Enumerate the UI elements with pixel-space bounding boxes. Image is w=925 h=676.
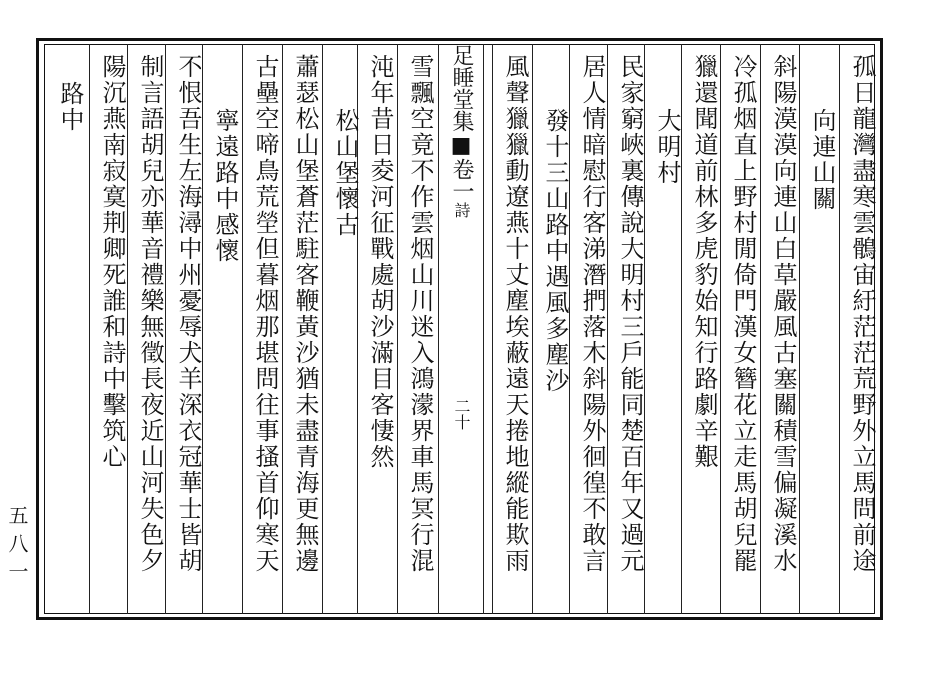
book-title: 足睡堂集 [449,44,474,132]
poem-title-column: 寧遠路中感懷 [211,108,239,264]
text-column: 孤日龍灣盡寒雲鶻宙紆茫茫荒野外立馬問前途 [848,54,876,574]
poem-title-column: 大明村 [653,108,681,186]
spine-text [438,44,484,614]
section-label: 詩 [452,202,471,218]
text-column: 古壘空啼鳥荒塋但暮烟那堪問往事搔首仰寒天 [251,54,279,574]
poem-title-column: 發十三山路中遇風多塵沙 [541,108,569,394]
page-number: 五八一 [5,505,29,589]
poem-title-column: 向連山關 [808,108,836,212]
volume-label: 卷一 [449,158,474,202]
poem-title-column: 松山堡懷古 [331,108,359,238]
text-column: 雪飄空竟不作雲烟山川迷入鴻濛界車馬冥行混 [406,54,434,574]
poem-title-column: 路中 [56,81,84,133]
text-column: 冷孤烟直上野村閒倚門漢女簪花立走馬胡兒罷 [729,54,757,574]
text-column: 獵還聞道前林多虎豹始知行路劇辛艱 [690,54,718,470]
fish-tail-mark: ■ [448,132,474,158]
text-column: 蕭瑟松山堡蒼茫駐客鞭黃沙猶未盡青海更無邊 [291,54,319,574]
text-column: 制言語胡兒亦華音禮樂無徵長夜近山河失色夕 [136,54,164,574]
text-column: 不恨吾生左海潯中州憂辱犬羊深衣冠華士皆胡 [174,54,202,574]
text-column: 沌年昔日夌河征戰處胡沙滿目客悽然 [366,54,394,470]
column-rule [492,44,493,614]
text-column: 斜陽漠漠向連山白草嚴風古塞關積雪偏凝溪水 [769,54,797,574]
text-column: 陽沉燕南寂寞荆卿死誰和詩中擊筑心 [98,54,126,470]
text-column: 風聲獵獵動遼燕十丈塵埃蔽遠天捲地縱能欺雨 [501,54,529,574]
center-column [438,44,484,614]
text-column: 民家窮峽裏傳說大明村三戶能同楚百年又過元 [616,54,644,574]
leaf-number: 二十 [452,398,471,430]
text-column: 居人情暗慰行客涕潛捫落木斜陽外徊徨不敢言 [578,54,606,574]
